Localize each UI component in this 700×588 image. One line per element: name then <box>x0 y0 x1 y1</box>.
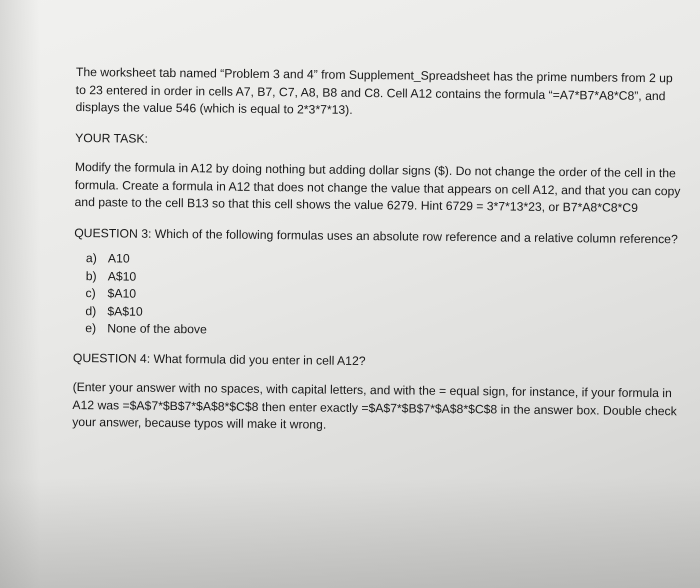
shadow-bottom <box>0 478 700 588</box>
option-letter: a) <box>85 251 97 266</box>
option-text: A10 <box>107 251 130 266</box>
option-letter: b) <box>85 268 97 283</box>
question-4: QUESTION 4: What formula did you enter in cell A12? <box>72 350 366 368</box>
task-paragraph: Modify the formula in A12 by doing nothing but adding dollar signs ($). Do not change the order of the cell in the formula. Create a formula in A12 that does not change the value that appears on cell A12, and that you can copy and paste to the cell B13 so that this cell shows the value 6279. Hint 6729 = 3*7*13*23, or B7*A8*C8*C9 <box>74 159 681 215</box>
option-text: $A10 <box>107 286 137 301</box>
intro-paragraph: The worksheet tab named “Problem 3 and 4” from Supplement_Spreadsheet has the prime numbers from 2 up to 23 entered in order in cells A7, B7, C7, A8, B8 and C8. Cell A12 contains the formula “=A7*B7*A8*C8”, and displays the value 546 (which is equal to 2*3*7*13). <box>75 64 673 117</box>
option-letter: c) <box>85 286 96 301</box>
option-letter: d) <box>85 303 97 318</box>
option-text: A$10 <box>107 268 137 284</box>
document-content <box>72 64 686 438</box>
option-text: None of the above <box>107 321 207 337</box>
your-task-heading: YOUR TASK: <box>75 130 149 146</box>
option-text: $A$10 <box>107 303 143 319</box>
answer-options <box>73 250 684 344</box>
answer-instructions: (Enter your answer with no spaces, with capital letters, and with the = equal sign, for instance, if your formula in A12 was =$A$7*$B$7*$A$8*$C$8 then enter exactly =$A$7*$B$7*$A$8*$C$8 in the answer box. Double check your answer, because typos will make it wrong. <box>72 379 677 432</box>
question-3: QUESTION 3: Which of the following formulas uses an absolute row reference and a relative column reference? <box>74 225 678 246</box>
option-letter: e) <box>85 321 97 336</box>
